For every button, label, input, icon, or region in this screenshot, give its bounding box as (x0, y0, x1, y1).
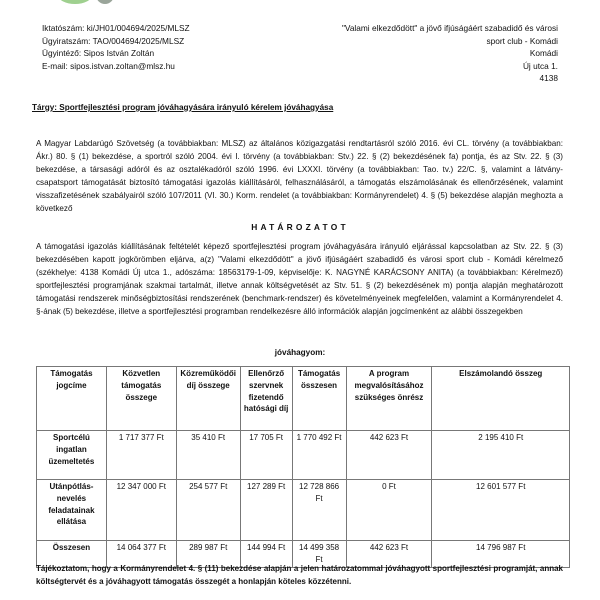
officer-email: E-mail: sipos.istvan.zoltan@mlsz.hu (42, 60, 175, 71)
cell-title: Sportcélú ingatlan üzemeltetés (37, 431, 107, 480)
col-header-direct: Közvetlen támogatás összege (106, 367, 176, 431)
table-row (37, 431, 570, 480)
recipient-city: Komádi (529, 48, 558, 59)
filing-number: Iktatószám: ki/JH01/004694/2025/MLSZ (42, 23, 190, 33)
recipient-street: Új utca 1. (522, 60, 558, 71)
cell-total: 12 728 866 Ft (292, 480, 346, 541)
cell-own-share: 442 623 Ft (346, 541, 432, 568)
logo-mark (58, 0, 92, 4)
logo-mark-secondary (96, 0, 114, 4)
cell-title: Utánpótlás-nevelés feladatainak ellátása (37, 480, 107, 541)
cell-fee: 254 577 Ft (176, 480, 240, 541)
recipient-address (342, 22, 558, 85)
cell-own-share: 0 Ft (346, 480, 432, 541)
decision-heading: HATÁROZATOT (251, 222, 349, 232)
table-row (37, 480, 570, 541)
cell-settlement: 2 195 410 Ft (432, 431, 570, 480)
support-table (36, 366, 570, 568)
cell-fee: 289 987 Ft (176, 541, 240, 568)
recipient-name-cont: sport club - Komádi (486, 35, 558, 46)
cell-authority-fee: 17 705 Ft (240, 431, 292, 480)
cell-settlement: 12 601 577 Ft (432, 480, 570, 541)
case-metadata (42, 22, 190, 72)
cell-direct: 14 064 377 Ft (106, 541, 176, 568)
subject-line: Tárgy: Sportfejlesztési program jóváhagyására irányuló kérelem jóváhagyása (32, 103, 334, 112)
cell-direct: 12 347 000 Ft (106, 480, 176, 541)
recipient-name: "Valami elkezdődött" a jövő ifjúságáért szabadidő és városi (341, 23, 558, 33)
cell-authority-fee: 144 994 Ft (240, 541, 292, 568)
cell-settlement: 14 796 987 Ft (432, 541, 570, 568)
cell-total: 1 770 492 Ft (292, 431, 346, 480)
cell-authority-fee: 127 289 Ft (240, 480, 292, 541)
decision-paragraph: A támogatási igazolás kiállításának feltételét képező sportfejlesztési program jóváhagyására irányuló eljárással kapcsolatban az Stv. 22. § (3) bekezdésében kapott jogkörömben eljárva, a(z) "Valami elkezdődött" a jövő ifjúságáért szabadidő és városi sport club - Komádi kérelmező (székhelye: 4138 Komádi Új utca 1., adószáma: 18563179-1-09, képviselője: K. NAGYNÉ KARÁCSONY ANITA) (a továbbiakban: Kérelmező) sportfejlesztési programjának szakmai tartalmát, illetve annak költségvetését az Stv. 51. § (2) bekezdésének m) pontja alapján meghatározott támogatási rendszerek minőségbiztosítási rendszerének (benchmark-rendszer) és követelményeinek megfelelően, valamint a Kormányrendelet 4. §-ának (5) bekezdése, illetve a sportfejlesztési programban rendelkezésre álló információk alapján jogcímenként az alábbi összegekben (36, 242, 563, 316)
case-number: Ügyiratszám: TAO/004694/2025/MLSZ (42, 35, 185, 46)
cell-direct: 1 717 377 Ft (106, 431, 176, 480)
recipient-postcode: 4138 (539, 73, 558, 84)
cell-total: 14 499 358 Ft (292, 541, 346, 568)
approve-label: jóváhagyom: (274, 348, 326, 357)
col-header-own-share: A program megvalósításához szükséges önrész (346, 367, 432, 431)
cell-own-share: 442 623 Ft (346, 431, 432, 480)
intro-paragraph: A Magyar Labdarúgó Szövetség (a továbbiakban: MLSZ) az általános közigazgatási rendtartásról szóló 2016. évi CL. törvény (a továbbiakban: Ákr.) 80. § (1) bekezdése, a sportról szóló 2004. évi I. törvény (a továbbiakban: Stv.) 22. § (2) bekezdésének fa) pontja, és az Stv. 22. § (3) bekezdése, a társasági adóról és az osztalékadóról szóló 1996. évi LXXXI. törvény (a továbbiakban: Tao. tv.) 22/C. §, valamint a látvány-csapatsport támogatását biztosító támogatási igazolás kiállításáról, felhasználásáról, a támogatás elszámolásának és ellenőrzésének, valamint visszafizetésének szabályairól szóló 107/2011 (VI. 30.) Korm. rendelet (a továbbiakban: Kormányrendelet) 4. § (5) bekezdése alapján meghozta a következő (36, 139, 563, 213)
col-header-title: Támogatás jogcíme (37, 367, 107, 431)
col-header-authority-fee: Ellenőrző szervnek fizetendő hatósági díj (240, 367, 292, 431)
cell-title: Összesen (37, 541, 107, 568)
cell-fee: 35 410 Ft (176, 431, 240, 480)
case-officer: Ügyintéző: Sipos István Zoltán (42, 48, 155, 59)
closing-paragraph: Tájékoztatom, hogy a Kormányrendelet 4. § (11) bekezdése alapján a jelen határozatommal jóváhagyott sportfejlesztési programját, annak költségtervét és a jóváhagyott támogatás összegét a honlapján köteles közzétenni. (36, 564, 563, 586)
col-header-settlement: Elszámolandó összeg (432, 367, 570, 431)
col-header-fee: Közreműködői díj összege (176, 367, 240, 431)
col-header-total: Támogatás összesen (292, 367, 346, 431)
table-header-row (37, 367, 570, 431)
